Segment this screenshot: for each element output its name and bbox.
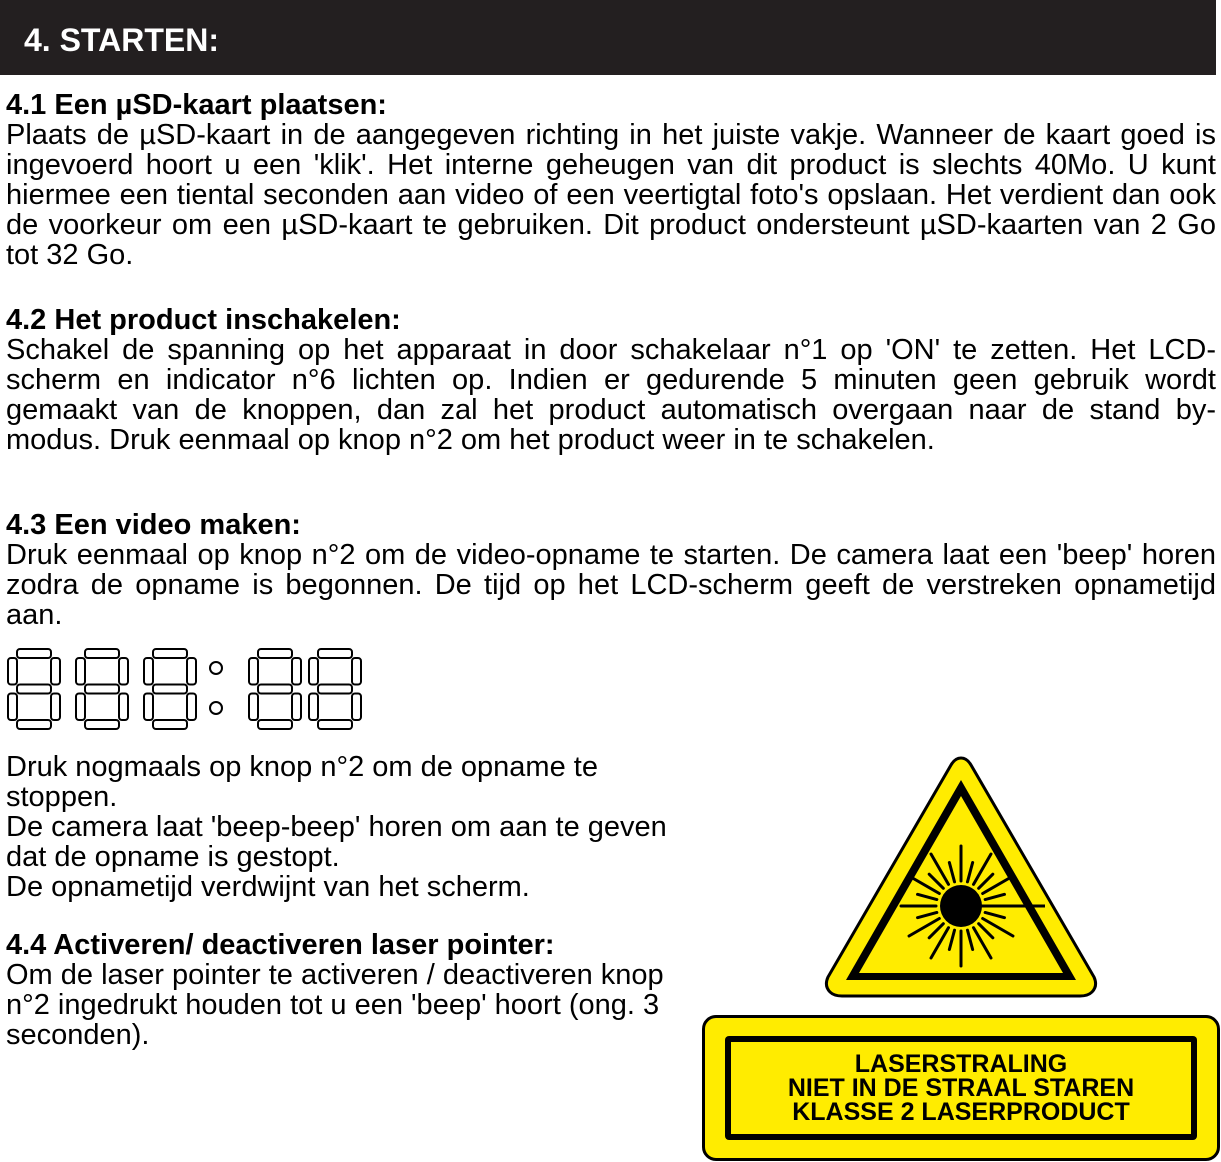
lcd-segment-display-icon xyxy=(4,646,369,732)
laser-hazard-icon xyxy=(822,754,1100,999)
section-body: Om de laser pointer te activeren / deactiveren knop n°2 ingedrukt houden tot u een 'beep' hoort (ong. 3 seconden). xyxy=(6,959,664,1051)
section-body-line: De camera laat 'beep-beep' horen om aan te geven dat de opname is gestopt. xyxy=(6,811,667,873)
section-heading: 4.3 Een video maken: xyxy=(6,509,301,541)
section-heading: 4.1 Een µSD-kaart plaatsen: xyxy=(6,89,387,121)
section-4-1 xyxy=(6,90,1216,270)
section-4-2 xyxy=(6,305,1216,455)
section-body: Plaats de µSD-kaart in de aangegeven richting in het juiste vakje. Wanneer de kaart goed is ingevoerd hoort u een 'klik'. Het interne geheugen van dit product is slechts 40Mo. U kunt hiermee een tiental seconden aan video of een veertigtal foto's opslaan. Het verdient dan ook de voorkeur om een µSD-kaart te gebruiken. Dit product ondersteunt µSD-kaarten van 2 Go tot 32 Go. xyxy=(6,119,1216,271)
laser-label-line: NIET IN DE STRAAL STAREN xyxy=(787,1074,1135,1102)
section-body: Schakel de spanning op het apparaat in door schakelaar n°1 op 'ON' te zetten. Het LCD-scherm en indicator n°6 lichten op. Indien er gedurende 5 minuten geen gebruik wordt gemaakt van de knoppen, dan zal het product automatisch overgaan naar de stand by-modus. Druk eenmaal op knop n°2 om het product weer in te schakelen. xyxy=(6,334,1216,456)
section-4-4 xyxy=(6,930,676,1050)
section-heading: 4.2 Het product inschakelen: xyxy=(6,304,401,336)
section-title: 4. STARTEN: xyxy=(24,22,219,58)
laser-warning-label xyxy=(702,1015,1220,1161)
section-body: Druk eenmaal op knop n°2 om de video-opname te starten. De camera laat een 'beep' horen zodra de opname is begonnen. De tijd op het LCD-scherm geeft de verstreken opnametijd aan. xyxy=(6,539,1216,631)
laser-label-line: KLASSE 2 LASERPRODUCT xyxy=(792,1098,1130,1126)
section-header-bar xyxy=(0,0,1216,75)
section-body-line: De opnametijd verdwijnt van het scherm. xyxy=(6,871,530,903)
laser-label-line: LASERSTRALING xyxy=(854,1050,1068,1078)
section-body-line: Druk nogmaals op knop n°2 om de opname te stoppen. xyxy=(6,751,598,813)
section-heading: 4.4 Activeren/ deactiveren laser pointer: xyxy=(6,929,555,961)
section-4-3 xyxy=(6,510,1216,630)
section-stop-recording xyxy=(6,752,676,902)
